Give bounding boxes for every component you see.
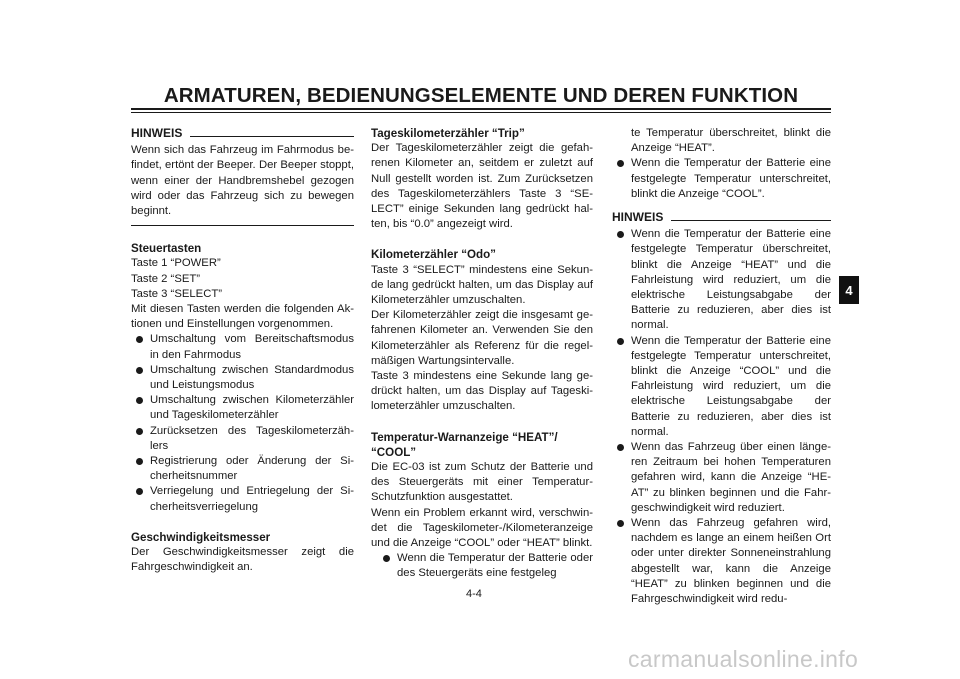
button-line-1: Taste 1 “POWER”	[131, 257, 221, 270]
column-left	[131, 126, 354, 575]
column-right	[612, 126, 831, 607]
temp-list-continued	[612, 156, 831, 202]
header-rule-bottom	[131, 112, 831, 113]
temp-list	[371, 551, 593, 581]
list-item: Umschaltung zwischen Standardmodus und Leistungsmodus	[131, 363, 354, 393]
section-title-buttons: Steuertasten	[131, 242, 202, 256]
note-label-right: HINWEIS	[612, 210, 664, 225]
section-title-trip: Tageskilometerzähler “Trip”	[371, 127, 525, 140]
button-line-3: Taste 3 “SELECT”	[131, 287, 223, 300]
watermark: carmanualsonline.info	[628, 646, 859, 672]
note-rule-right	[671, 220, 831, 221]
list-item: Umschaltung vom Bereitschaftsmodus in den Fahrmodus	[131, 332, 354, 362]
note-heading-right	[612, 210, 831, 225]
page-title: ARMATUREN, BEDIENUNGSELEMENTE UND DEREN FUNKTION	[163, 84, 799, 107]
note-rule	[190, 136, 354, 137]
bullet-continuation: te Temperatur überschreitet, blinkt die Anzeige “HEAT”.	[631, 127, 831, 155]
temp-text-1: Die EC-03 ist zum Schutz der Batterie und des Steuergeräts mit einer Temperatur-Schutzfunktion ausgestattet.	[371, 461, 593, 504]
list-item: Wenn die Temperatur der Batterie eine festgelegte Temperatur unterschreitet, blinkt die Anzeige “COOL” und die Fahrleistung wird reduziert, um die elektrische Leistungsabgabe der Batterie zu reduzieren, aber dies ist normal.	[612, 334, 831, 440]
temp-text-2: Wenn ein Problem erkannt wird, verschwindet die Tageskilometer-/Kilometeranzeige und die Anzeige “COOL” oder “HEAT” blinkt.	[371, 506, 593, 550]
column-middle	[371, 126, 593, 582]
note-list	[612, 227, 831, 607]
note-text: Wenn sich das Fahrzeug im Fahrmodus befindet, ertönt der Beeper. Der Beeper stoppt, wenn einer der Handbremshebel gezogen wird oder das Fahrzeug sich zu bewegen beginnt.	[131, 144, 354, 218]
odo-text-2: Der Kilometerzähler zeigt die insgesamt gefahrenen Kilometer an. Verwenden Sie den Kilometerzähler als Referenz für die regelmäßigen Wartungsintervalle.	[371, 309, 593, 367]
speedo-text: Der Geschwindigkeitsmesser zeigt die Fahrgeschwindigkeit an.	[131, 546, 354, 574]
note-label: HINWEIS	[131, 126, 183, 140]
list-item: Wenn die Temperatur der Batterie eine festgelegte Temperatur unterschreitet, blinkt die Anzeige “COOL”.	[612, 156, 831, 202]
list-item: Wenn die Temperatur der Batterie oder des Steuergeräts eine festgeleg	[371, 551, 593, 581]
note-heading	[131, 126, 354, 141]
chapter-tab: 4	[839, 276, 859, 304]
section-title-odo: Kilometerzähler “Odo”	[371, 248, 496, 262]
list-item: Registrierung oder Änderung der Sicherheitsnummer	[131, 454, 354, 484]
trip-text: Der Tageskilometerzähler zeigt die gefahrenen Kilometer an, seitdem er zuletzt auf Null gestellt worden ist. Zum Zurücksetzen des Tageskilometerzählers Taste 3 “SELECT” einige Sekunden lang gedrückt halten, bis “0.0” angezeigt wird.	[371, 142, 593, 231]
button-line-2: Taste 2 “SET”	[131, 272, 201, 285]
list-item: Wenn das Fahrzeug gefahren wird, nachdem es lange an einem heißen Ort oder unter direkter Sonneneinstrahlung abgestellt war, kann die Anzeige “HEAT” zu blinken beginnen und die Fahrgeschwindigkeit wird redu-	[612, 516, 831, 607]
header-rule-top	[131, 108, 831, 110]
section-title-speedo: Geschwindigkeitsmesser	[131, 530, 271, 544]
list-item: Umschaltung zwischen Kilometerzähler und Tageskilometerzähler	[131, 393, 354, 423]
odo-text-1: Taste 3 “SELECT” mindestens eine Sekunde lang gedrückt halten, um das Display auf Kilometerzähler umzuschalten.	[371, 263, 593, 307]
section-title-temp-2: “COOL”	[371, 445, 417, 459]
buttons-intro: Mit diesen Tasten werden die folgenden Aktionen und Einstellungen vorgenommen.	[131, 303, 354, 331]
list-item: Verriegelung und Entriegelung der Sicherheitsverriegelung	[131, 484, 354, 514]
section-title-temp-1: Temperatur-Warnanzeige “HEAT”/	[371, 430, 558, 444]
page-number: 4-4	[466, 588, 482, 600]
buttons-list	[131, 332, 354, 514]
list-item: Wenn die Temperatur der Batterie eine festgelegte Temperatur überschreitet, blinkt die Anzeige “HEAT” und die Fahrleistung wird reduziert, um die elektrische Leistungsabgabe der Batterie zu reduzieren, aber dies ist normal.	[612, 227, 831, 333]
list-item: Zurücksetzen des Tageskilometerzählers	[131, 424, 354, 454]
odo-text-3: Taste 3 mindestens eine Sekunde lang gedrückt halten, um das Display auf Tageskilometerzähler umzuschalten.	[371, 370, 593, 413]
list-item: Wenn das Fahrzeug über einen längeren Zeitraum bei hohen Temperaturen gefahren wird, kann die Anzeige “HEAT” zu blinken beginnen und die Fahrgeschwindigkeit wird reduziert.	[612, 440, 831, 516]
